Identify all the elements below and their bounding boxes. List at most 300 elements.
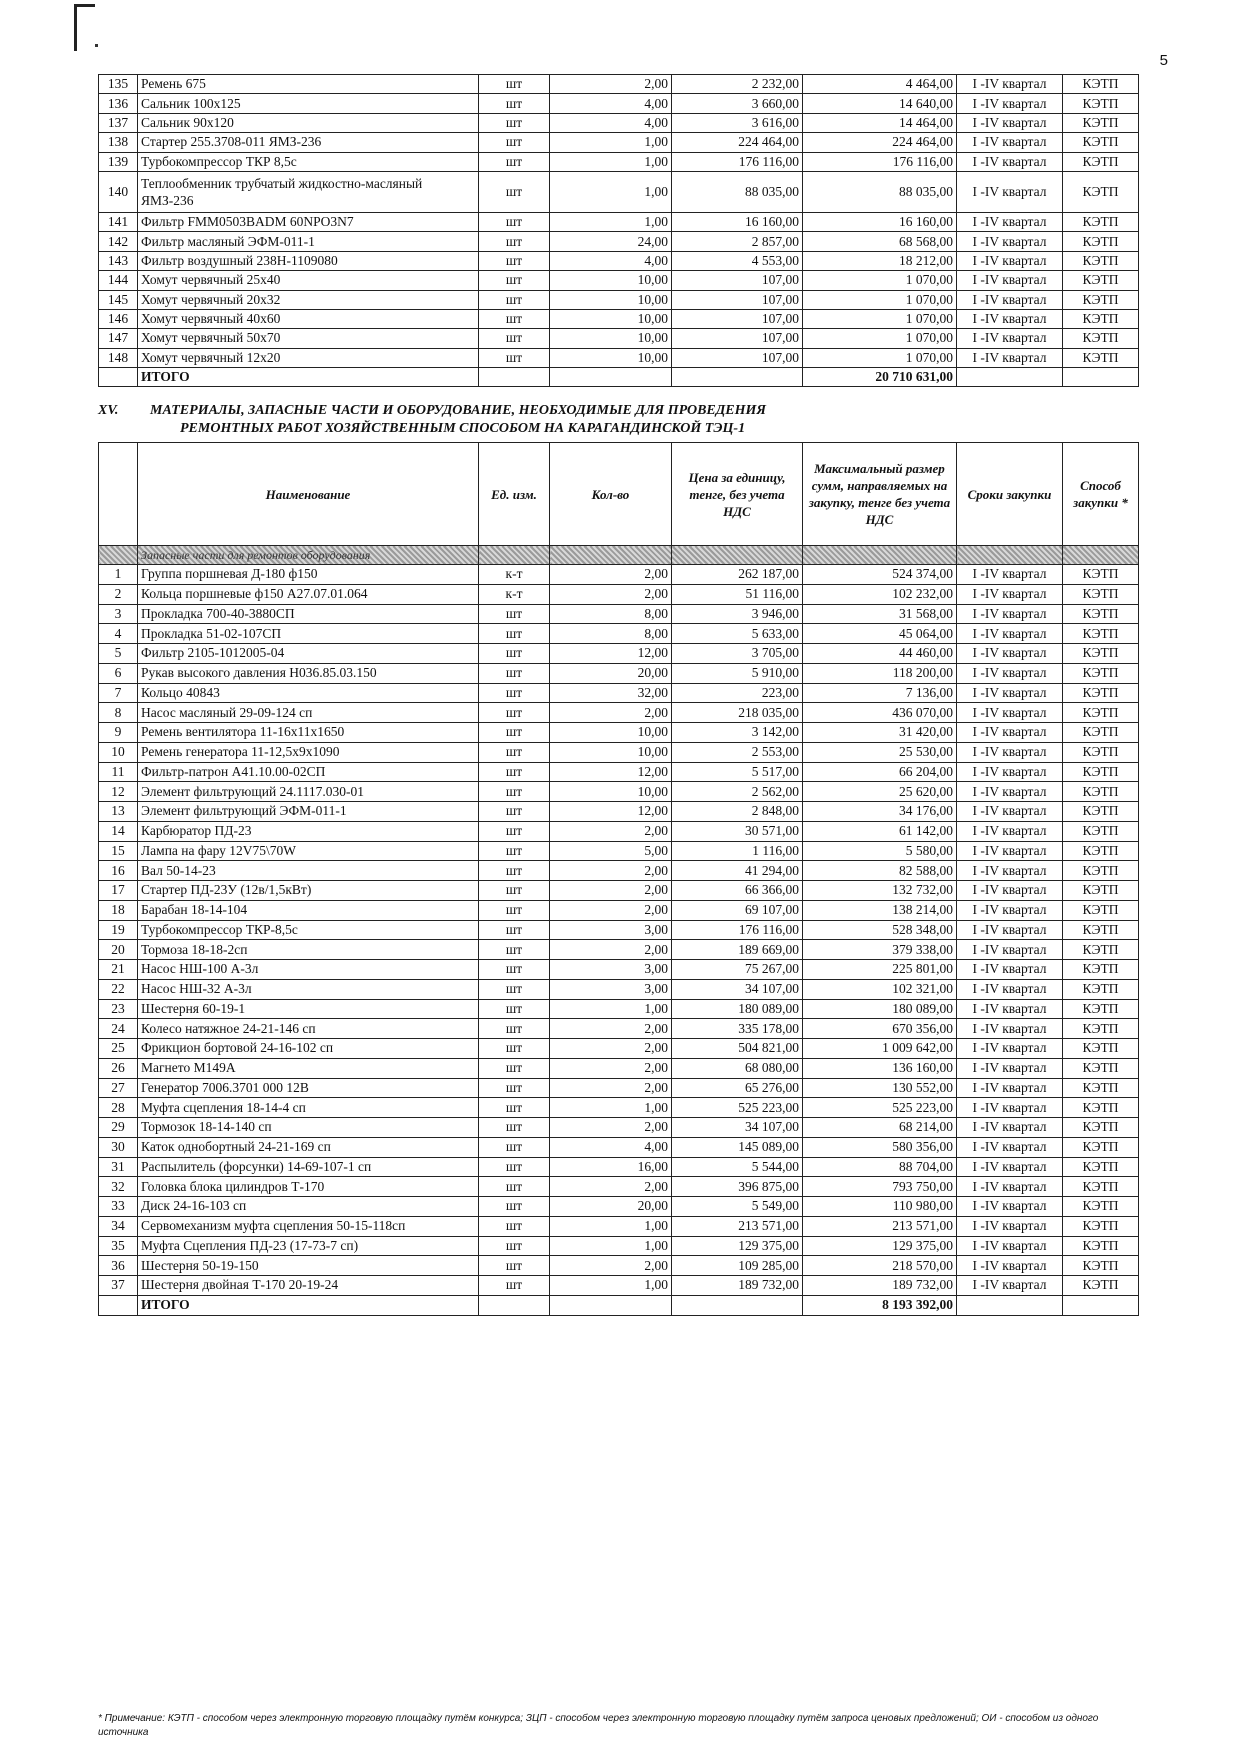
purchase-terms: I -IV квартал <box>957 762 1063 782</box>
max-sum: 138 214,00 <box>803 900 957 920</box>
table-row <box>99 762 1139 782</box>
purchase-method: КЭТП <box>1063 1039 1139 1059</box>
quantity: 2,00 <box>550 900 672 920</box>
unit-price: 3 616,00 <box>672 113 803 132</box>
unit-price: 2 553,00 <box>672 742 803 762</box>
table-row <box>99 821 1139 841</box>
purchase-method: КЭТП <box>1063 271 1139 290</box>
item-name: Муфта сцепления 18-14-4 сп <box>138 1098 479 1118</box>
purchase-terms: I -IV квартал <box>957 624 1063 644</box>
item-name: Теплообменник трубчатый жидкостно-масляный ЯМЗ-236 <box>138 171 479 212</box>
table-row <box>99 1078 1139 1098</box>
item-name: Сальник 90х120 <box>138 113 479 132</box>
purchase-terms: I -IV квартал <box>957 1197 1063 1217</box>
max-sum: 129 375,00 <box>803 1236 957 1256</box>
unit: шт <box>479 232 550 251</box>
unit-price: 525 223,00 <box>672 1098 803 1118</box>
max-sum: 45 064,00 <box>803 624 957 644</box>
table-row <box>99 999 1139 1019</box>
purchase-terms: I -IV квартал <box>957 1098 1063 1118</box>
unit-price: 51 116,00 <box>672 584 803 604</box>
unit: шт <box>479 762 550 782</box>
unit-price: 2 857,00 <box>672 232 803 251</box>
table-row <box>99 152 1139 171</box>
purchase-method: КЭТП <box>1063 920 1139 940</box>
empty-cell <box>99 368 138 387</box>
row-number: 33 <box>99 1197 138 1217</box>
total-row <box>99 368 1139 387</box>
max-sum: 88 704,00 <box>803 1157 957 1177</box>
item-name: Хомут червячный 20х32 <box>138 290 479 309</box>
max-sum: 793 750,00 <box>803 1177 957 1197</box>
item-name: Шестерня 60-19-1 <box>138 999 479 1019</box>
table-row <box>99 742 1139 762</box>
unit: шт <box>479 861 550 881</box>
purchase-method: КЭТП <box>1063 94 1139 113</box>
quantity: 10,00 <box>550 329 672 348</box>
table-row <box>99 683 1139 703</box>
unit: шт <box>479 1019 550 1039</box>
purchase-method: КЭТП <box>1063 75 1139 94</box>
table-row <box>99 1137 1139 1157</box>
table-row <box>99 329 1139 348</box>
unit-price: 88 035,00 <box>672 171 803 212</box>
unit: к-т <box>479 584 550 604</box>
unit-price: 107,00 <box>672 309 803 328</box>
purchase-terms: I -IV квартал <box>957 1019 1063 1039</box>
purchase-terms: I -IV квартал <box>957 565 1063 585</box>
purchase-method: КЭТП <box>1063 742 1139 762</box>
row-number: 12 <box>99 782 138 802</box>
table-row <box>99 113 1139 132</box>
unit-price: 41 294,00 <box>672 861 803 881</box>
max-sum: 189 732,00 <box>803 1276 957 1296</box>
unit: шт <box>479 1256 550 1276</box>
max-sum: 180 089,00 <box>803 999 957 1019</box>
item-name: Турбокомпрессор ТКР-8,5с <box>138 920 479 940</box>
row-number: 19 <box>99 920 138 940</box>
table-row <box>99 802 1139 822</box>
purchase-method: КЭТП <box>1063 703 1139 723</box>
purchase-method: КЭТП <box>1063 1256 1139 1276</box>
scan-corner-mark <box>74 4 95 51</box>
max-sum: 132 732,00 <box>803 881 957 901</box>
total-label: ИТОГО <box>138 1295 479 1315</box>
unit: шт <box>479 920 550 940</box>
quantity: 32,00 <box>550 683 672 703</box>
table-row <box>99 960 1139 980</box>
unit-price: 16 160,00 <box>672 212 803 231</box>
purchase-terms: I -IV квартал <box>957 1216 1063 1236</box>
item-name: Шестерня двойная Т-170 20-19-24 <box>138 1276 479 1296</box>
unit-price: 5 544,00 <box>672 1157 803 1177</box>
unit-price: 5 633,00 <box>672 624 803 644</box>
purchase-method: КЭТП <box>1063 802 1139 822</box>
purchase-terms: I -IV квартал <box>957 920 1063 940</box>
item-name: Элемент фильтрующий ЭФМ-011-1 <box>138 802 479 822</box>
row-number: 25 <box>99 1039 138 1059</box>
row-number: 21 <box>99 960 138 980</box>
unit: шт <box>479 75 550 94</box>
item-name: Муфта Сцепления ПД-23 (17-73-7 сп) <box>138 1236 479 1256</box>
purchase-terms: I -IV квартал <box>957 999 1063 1019</box>
table-row <box>99 1098 1139 1118</box>
table-row <box>99 348 1139 367</box>
unit: шт <box>479 329 550 348</box>
row-number: 146 <box>99 309 138 328</box>
table-row <box>99 1216 1139 1236</box>
table-header-row <box>99 443 1139 546</box>
item-name: Ремень 675 <box>138 75 479 94</box>
table-row <box>99 1256 1139 1276</box>
purchase-method: КЭТП <box>1063 348 1139 367</box>
quantity: 10,00 <box>550 742 672 762</box>
purchase-terms: I -IV квартал <box>957 133 1063 152</box>
quantity: 20,00 <box>550 663 672 683</box>
unit-price: 68 080,00 <box>672 1058 803 1078</box>
row-number: 27 <box>99 1078 138 1098</box>
quantity: 10,00 <box>550 723 672 743</box>
table-row <box>99 1236 1139 1256</box>
unit: шт <box>479 1118 550 1138</box>
quantity: 2,00 <box>550 1177 672 1197</box>
max-sum: 1 009 642,00 <box>803 1039 957 1059</box>
unit: шт <box>479 1058 550 1078</box>
item-name: Прокладка 700-40-3880СП <box>138 604 479 624</box>
header-num <box>99 443 138 546</box>
row-number: 144 <box>99 271 138 290</box>
purchase-method: КЭТП <box>1063 584 1139 604</box>
max-sum: 14 640,00 <box>803 94 957 113</box>
unit-price: 224 464,00 <box>672 133 803 152</box>
table-row <box>99 940 1139 960</box>
max-sum: 524 374,00 <box>803 565 957 585</box>
max-sum: 670 356,00 <box>803 1019 957 1039</box>
purchase-terms: I -IV квартал <box>957 1137 1063 1157</box>
quantity: 12,00 <box>550 762 672 782</box>
max-sum: 580 356,00 <box>803 1137 957 1157</box>
unit-price: 107,00 <box>672 329 803 348</box>
quantity: 8,00 <box>550 624 672 644</box>
purchase-method: КЭТП <box>1063 762 1139 782</box>
table-row <box>99 663 1139 683</box>
purchase-method: КЭТП <box>1063 644 1139 664</box>
row-number: 37 <box>99 1276 138 1296</box>
item-name: Группа поршневая Д-180 ф150 <box>138 565 479 585</box>
quantity: 1,00 <box>550 152 672 171</box>
unit: шт <box>479 348 550 367</box>
page-number: 5 <box>1159 52 1168 69</box>
purchase-method: КЭТП <box>1063 1058 1139 1078</box>
unit: шт <box>479 1236 550 1256</box>
unit-price: 107,00 <box>672 348 803 367</box>
unit-price: 3 946,00 <box>672 604 803 624</box>
purchase-terms: I -IV квартал <box>957 171 1063 212</box>
empty-cell <box>479 1295 550 1315</box>
max-sum: 224 464,00 <box>803 133 957 152</box>
row-number: 30 <box>99 1137 138 1157</box>
item-name: Тормозок 18-14-140 сп <box>138 1118 479 1138</box>
purchase-method: КЭТП <box>1063 821 1139 841</box>
max-sum: 18 212,00 <box>803 251 957 270</box>
group-row <box>99 546 1139 565</box>
purchase-terms: I -IV квартал <box>957 782 1063 802</box>
purchase-method: КЭТП <box>1063 861 1139 881</box>
quantity: 12,00 <box>550 802 672 822</box>
quantity: 10,00 <box>550 348 672 367</box>
total-row <box>99 1295 1139 1315</box>
row-number: 143 <box>99 251 138 270</box>
quantity: 12,00 <box>550 644 672 664</box>
row-number: 140 <box>99 171 138 212</box>
unit-price: 1 116,00 <box>672 841 803 861</box>
item-name: Хомут червячный 50х70 <box>138 329 479 348</box>
unit-price: 75 267,00 <box>672 960 803 980</box>
total-value: 8 193 392,00 <box>803 1295 957 1315</box>
unit: шт <box>479 1078 550 1098</box>
max-sum: 31 568,00 <box>803 604 957 624</box>
quantity: 2,00 <box>550 1039 672 1059</box>
table-row <box>99 703 1139 723</box>
purchase-terms: I -IV квартал <box>957 152 1063 171</box>
unit: шт <box>479 271 550 290</box>
item-name: Фильтр FMM0503BADM 60NPO3N7 <box>138 212 479 231</box>
items-table-section-xv <box>98 442 1139 1316</box>
purchase-method: КЭТП <box>1063 113 1139 132</box>
table-row <box>99 1157 1139 1177</box>
purchase-method: КЭТП <box>1063 940 1139 960</box>
item-name: Рукав высокого давления Н036.85.03.150 <box>138 663 479 683</box>
purchase-method: КЭТП <box>1063 1157 1139 1177</box>
purchase-terms: I -IV квартал <box>957 1157 1063 1177</box>
quantity: 24,00 <box>550 232 672 251</box>
max-sum: 44 460,00 <box>803 644 957 664</box>
unit-price: 129 375,00 <box>672 1236 803 1256</box>
item-name: Хомут червячный 12х20 <box>138 348 479 367</box>
item-name: Карбюратор ПД-23 <box>138 821 479 841</box>
quantity: 4,00 <box>550 1137 672 1157</box>
unit-price: 5 549,00 <box>672 1197 803 1217</box>
purchase-method: КЭТП <box>1063 841 1139 861</box>
empty-cell <box>672 368 803 387</box>
max-sum: 1 070,00 <box>803 271 957 290</box>
purchase-method: КЭТП <box>1063 1276 1139 1296</box>
max-sum: 14 464,00 <box>803 113 957 132</box>
row-number: 14 <box>99 821 138 841</box>
table-row <box>99 900 1139 920</box>
purchase-terms: I -IV квартал <box>957 1039 1063 1059</box>
purchase-terms: I -IV квартал <box>957 1078 1063 1098</box>
max-sum: 31 420,00 <box>803 723 957 743</box>
table-row <box>99 920 1139 940</box>
item-name: Магнето М149А <box>138 1058 479 1078</box>
max-sum: 16 160,00 <box>803 212 957 231</box>
total-label: ИТОГО <box>138 368 479 387</box>
purchase-terms: I -IV квартал <box>957 1058 1063 1078</box>
quantity: 2,00 <box>550 584 672 604</box>
unit-price: 213 571,00 <box>672 1216 803 1236</box>
max-sum: 82 588,00 <box>803 861 957 881</box>
purchase-method: КЭТП <box>1063 1098 1139 1118</box>
unit-price: 262 187,00 <box>672 565 803 585</box>
item-name: Головка блока цилиндров Т-170 <box>138 1177 479 1197</box>
unit: шт <box>479 881 550 901</box>
item-name: Сальник 100х125 <box>138 94 479 113</box>
quantity: 2,00 <box>550 1058 672 1078</box>
unit: шт <box>479 900 550 920</box>
unit-price: 189 732,00 <box>672 1276 803 1296</box>
row-number: 32 <box>99 1177 138 1197</box>
max-sum: 213 571,00 <box>803 1216 957 1236</box>
unit: шт <box>479 960 550 980</box>
table-row <box>99 171 1139 212</box>
max-sum: 102 321,00 <box>803 979 957 999</box>
quantity: 2,00 <box>550 565 672 585</box>
quantity: 2,00 <box>550 940 672 960</box>
item-name: Насос НШ-100 А-3л <box>138 960 479 980</box>
unit: шт <box>479 979 550 999</box>
unit-price: 3 705,00 <box>672 644 803 664</box>
purchase-method: КЭТП <box>1063 999 1139 1019</box>
section-heading <box>98 402 1138 438</box>
unit: шт <box>479 1098 550 1118</box>
max-sum: 225 801,00 <box>803 960 957 980</box>
unit-price: 30 571,00 <box>672 821 803 841</box>
item-name: Насос масляный 29-09-124 сп <box>138 703 479 723</box>
row-number: 16 <box>99 861 138 881</box>
unit: шт <box>479 940 550 960</box>
purchase-method: КЭТП <box>1063 1236 1139 1256</box>
unit-price: 145 089,00 <box>672 1137 803 1157</box>
purchase-terms: I -IV квартал <box>957 309 1063 328</box>
row-number: 141 <box>99 212 138 231</box>
unit: шт <box>479 94 550 113</box>
item-name: Барабан 18-14-104 <box>138 900 479 920</box>
row-number: 8 <box>99 703 138 723</box>
unit: шт <box>479 113 550 132</box>
max-sum: 176 116,00 <box>803 152 957 171</box>
quantity: 16,00 <box>550 1157 672 1177</box>
header-qty: Кол-во <box>550 443 672 546</box>
table-row <box>99 133 1139 152</box>
section-title-line1: МАТЕРИАЛЫ, ЗАПАСНЫЕ ЧАСТИ И ОБОРУДОВАНИЕ, НЕОБХОДИМЫЕ ДЛЯ ПРОВЕДЕНИЯ <box>150 403 767 418</box>
purchase-method: КЭТП <box>1063 900 1139 920</box>
row-number: 29 <box>99 1118 138 1138</box>
unit: шт <box>479 841 550 861</box>
purchase-method: КЭТП <box>1063 881 1139 901</box>
row-number: 18 <box>99 900 138 920</box>
purchase-method: КЭТП <box>1063 663 1139 683</box>
empty-cell <box>1063 368 1139 387</box>
row-number: 6 <box>99 663 138 683</box>
header-name: Наименование <box>138 443 479 546</box>
table-row <box>99 565 1139 585</box>
max-sum: 1 070,00 <box>803 290 957 309</box>
unit-price: 2 848,00 <box>672 802 803 822</box>
purchase-terms: I -IV квартал <box>957 900 1063 920</box>
row-number: 13 <box>99 802 138 822</box>
table-row <box>99 1118 1139 1138</box>
purchase-terms: I -IV квартал <box>957 960 1063 980</box>
quantity: 3,00 <box>550 979 672 999</box>
purchase-method: КЭТП <box>1063 960 1139 980</box>
row-number: 15 <box>99 841 138 861</box>
empty-cell <box>550 368 672 387</box>
unit-price: 107,00 <box>672 290 803 309</box>
header-terms: Сроки закупки <box>957 443 1063 546</box>
purchase-method: КЭТП <box>1063 624 1139 644</box>
quantity: 20,00 <box>550 1197 672 1217</box>
empty-cell <box>672 1295 803 1315</box>
unit-price: 2 562,00 <box>672 782 803 802</box>
purchase-method: КЭТП <box>1063 1177 1139 1197</box>
header-max-sum: Максимальный размер сумм, направляемых на закупку, тенге без учета НДС <box>803 443 957 546</box>
purchase-terms: I -IV квартал <box>957 723 1063 743</box>
item-name: Лампа на фару 12V75\70W <box>138 841 479 861</box>
table-row <box>99 1039 1139 1059</box>
unit: шт <box>479 683 550 703</box>
scan-dot <box>95 44 98 47</box>
quantity: 2,00 <box>550 1019 672 1039</box>
purchase-terms: I -IV квартал <box>957 1276 1063 1296</box>
purchase-method: КЭТП <box>1063 171 1139 212</box>
unit-price: 218 035,00 <box>672 703 803 723</box>
purchase-terms: I -IV квартал <box>957 251 1063 270</box>
quantity: 1,00 <box>550 1216 672 1236</box>
quantity: 1,00 <box>550 212 672 231</box>
row-number: 2 <box>99 584 138 604</box>
unit: шт <box>479 133 550 152</box>
quantity: 2,00 <box>550 821 672 841</box>
items-table-continued <box>98 74 1139 387</box>
item-name: Колесо натяжное 24-21-146 сп <box>138 1019 479 1039</box>
purchase-terms: I -IV квартал <box>957 113 1063 132</box>
quantity: 2,00 <box>550 881 672 901</box>
item-name: Фильтр-патрон А41.10.00-02СП <box>138 762 479 782</box>
quantity: 2,00 <box>550 1256 672 1276</box>
purchase-method: КЭТП <box>1063 1137 1139 1157</box>
purchase-terms: I -IV квартал <box>957 212 1063 231</box>
header-unit: Ед. изм. <box>479 443 550 546</box>
unit: шт <box>479 624 550 644</box>
table-row <box>99 841 1139 861</box>
item-name: Ремень вентилятора 11-16х11х1650 <box>138 723 479 743</box>
unit-price: 34 107,00 <box>672 1118 803 1138</box>
purchase-method: КЭТП <box>1063 782 1139 802</box>
footnote: * Примечание: КЭТП - способом через электронную торговую площадку путём конкурса; ЗЦП - способом через электронную торговую площадку путём запроса ценовых предложений; ОИ - способом из одного источника <box>98 1713 1099 1738</box>
row-number: 23 <box>99 999 138 1019</box>
purchase-terms: I -IV квартал <box>957 271 1063 290</box>
purchase-method: КЭТП <box>1063 1019 1139 1039</box>
purchase-terms: I -IV квартал <box>957 75 1063 94</box>
unit-price: 2 232,00 <box>672 75 803 94</box>
quantity: 2,00 <box>550 703 672 723</box>
unit-price: 107,00 <box>672 271 803 290</box>
quantity: 5,00 <box>550 841 672 861</box>
unit-price: 5 910,00 <box>672 663 803 683</box>
max-sum: 34 176,00 <box>803 802 957 822</box>
unit: шт <box>479 290 550 309</box>
row-number: 26 <box>99 1058 138 1078</box>
unit-price: 396 875,00 <box>672 1177 803 1197</box>
table-row <box>99 1058 1139 1078</box>
purchase-method: КЭТП <box>1063 232 1139 251</box>
quantity: 1,00 <box>550 133 672 152</box>
unit: шт <box>479 821 550 841</box>
item-name: Хомут червячный 40х60 <box>138 309 479 328</box>
quantity: 1,00 <box>550 1098 672 1118</box>
row-number: 142 <box>99 232 138 251</box>
